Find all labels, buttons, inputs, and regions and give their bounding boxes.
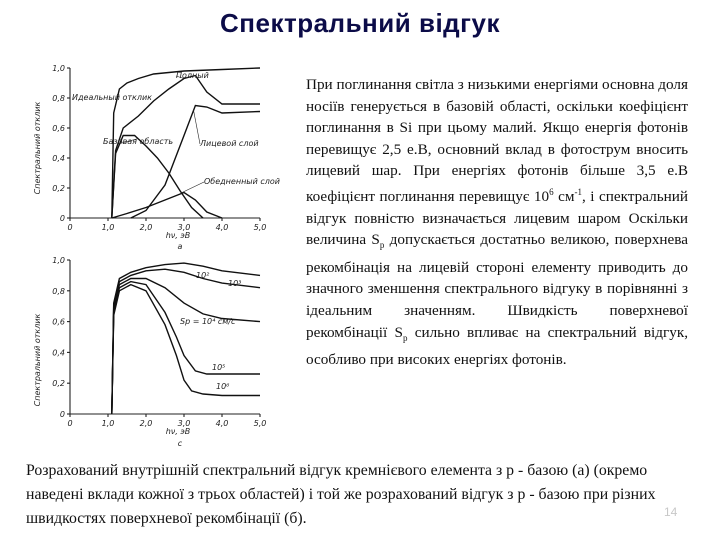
x-tick-label: 5,0 bbox=[253, 223, 267, 232]
label-base: Базовая область bbox=[103, 137, 174, 146]
x-tick-label: 3,0 bbox=[177, 419, 191, 428]
paragraph-subscript-p-1: p bbox=[379, 240, 385, 251]
panel-letter-a: а bbox=[177, 242, 183, 251]
label-ideal: Идеальный отклик bbox=[72, 93, 152, 102]
paragraph-exponent-6: 6 bbox=[549, 186, 554, 197]
label-front-leader bbox=[194, 110, 201, 144]
x-tick-label: 3,0 bbox=[177, 223, 191, 232]
x-tick-label: 4,0 bbox=[215, 419, 229, 428]
label-depletion: Обедненный слой bbox=[204, 177, 280, 186]
label-s-1e3: 10³ bbox=[228, 279, 242, 288]
panel-letter-b: с bbox=[177, 439, 183, 448]
y-tick-label: 0,4 bbox=[52, 154, 65, 163]
curve-labels-b bbox=[180, 271, 241, 391]
label-total: Полный bbox=[176, 71, 209, 80]
y-axis-label-a: Спектральний отклик bbox=[33, 101, 42, 195]
x-tick-label: 2,0 bbox=[139, 419, 153, 428]
paragraph-text-1: При поглинання світла з низькими енергіями основна доля носіїв генерується в базовій області, оскільки коефіцієнт поглинання в Si при цьому малий. Якщо енергія фотонів перевищує 2,5 е.В, основний вклад в фотострум вносить лицевий шар. При енергіях фотонів більше 3,5 е.В коефіцієнт поглинання перевищує 10 bbox=[306, 76, 688, 206]
x-tick-label: 0 bbox=[67, 419, 73, 428]
paragraph-subscript-p-2: p bbox=[402, 332, 408, 343]
series-line-a-3 bbox=[112, 136, 203, 219]
slide-title: Спектральний відгук bbox=[220, 8, 500, 38]
y-tick-label: 0,8 bbox=[52, 94, 65, 103]
series-line-b-4 bbox=[112, 282, 260, 414]
series-line-b-2 bbox=[112, 269, 260, 414]
label-front: Лицевой слой bbox=[200, 139, 259, 148]
label-s-1e2: 10² bbox=[196, 271, 210, 280]
chart-panel-b bbox=[33, 256, 266, 448]
figure-caption: Розрахований внутрішній спектральний відгук кремнієвого елемента з р - базою (а) (окремо наведені вклади кожної з трьох областей) і той же розрахований відгук з р - базою при різних швидкостях поверхневої рекомбінації (б). bbox=[26, 462, 656, 527]
label-s-1e6: 10⁶ bbox=[216, 382, 230, 391]
y-tick-label: 1,0 bbox=[52, 256, 65, 265]
x-tick-label: 0 bbox=[67, 223, 73, 232]
series-line-a-5 bbox=[112, 193, 222, 219]
paragraph-exponent-minus1: -1 bbox=[574, 186, 582, 197]
y-tick-label: 0 bbox=[59, 410, 65, 419]
label-sp-1e4: Sp = 10⁴ см/с bbox=[180, 317, 236, 326]
body-paragraph bbox=[306, 74, 688, 371]
y-tick-label: 1,0 bbox=[52, 64, 65, 73]
paragraph-text-5: сильно впливає на спектральний відгук, особливо при високих енергіях фотонів. bbox=[306, 323, 688, 369]
x-tick-label: 1,0 bbox=[101, 223, 115, 232]
label-s-1e5: 10⁵ bbox=[212, 363, 226, 372]
y-tick-label: 0,4 bbox=[52, 348, 65, 358]
series-line-b-3 bbox=[112, 279, 260, 415]
y-tick-label: 0 bbox=[59, 214, 65, 223]
paragraph-text-4: допускається достатньо великою, поверхнева рекомбінація на лицевій стороні елементу приводить до значного зменшення спектрального відгуку в порівнянні з ідеальним значенням. Швидкість поверхневої рекомбінації S bbox=[306, 231, 688, 341]
ticks-a bbox=[52, 64, 266, 232]
slide-number: 14 bbox=[664, 505, 678, 519]
chart-panel-a bbox=[33, 64, 280, 251]
x-tick-label: 5,0 bbox=[253, 419, 267, 428]
y-tick-label: 0,2 bbox=[52, 379, 65, 389]
y-tick-label: 0,6 bbox=[52, 317, 65, 327]
y-tick-label: 0,6 bbox=[52, 124, 65, 133]
y-tick-label: 0,8 bbox=[52, 286, 65, 296]
x-axis-label-b: hν, эВ bbox=[165, 427, 191, 436]
label-depletion-leader bbox=[182, 182, 204, 193]
response-figure bbox=[28, 52, 290, 452]
series-line-a-4 bbox=[131, 106, 260, 219]
y-tick-label: 0,2 bbox=[52, 184, 65, 193]
x-tick-label: 4,0 bbox=[215, 223, 229, 232]
paragraph-text-2: см bbox=[553, 188, 575, 206]
paragraph-text-3: , і спектральний відгук повністю визначається лицевим шаром Оскільки величина S bbox=[306, 188, 689, 249]
x-tick-label: 2,0 bbox=[139, 223, 153, 232]
x-axis-label-a: hν, эВ bbox=[165, 231, 191, 240]
y-axis-label-b: Спектральний отклик bbox=[33, 313, 42, 407]
x-tick-label: 1,0 bbox=[101, 419, 115, 428]
curve-labels-a bbox=[72, 71, 280, 193]
